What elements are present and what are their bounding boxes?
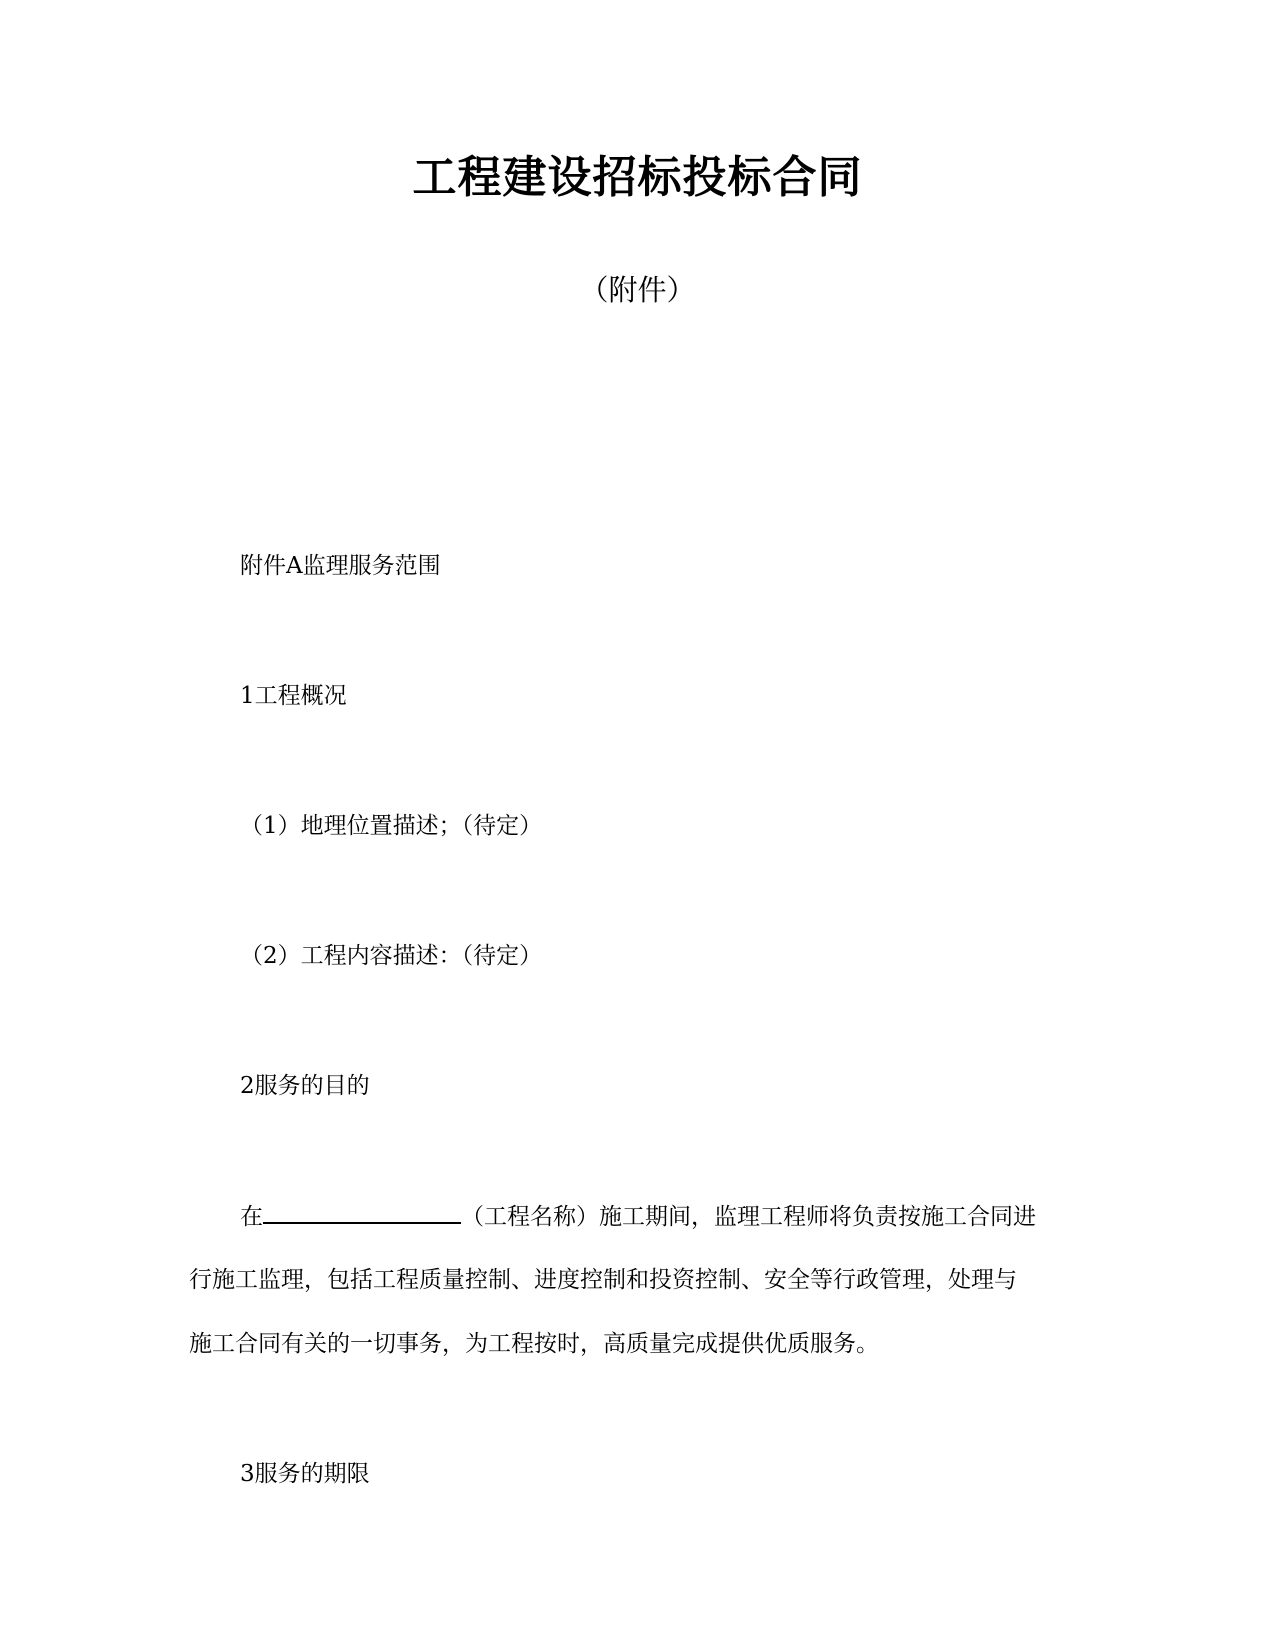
section-heading-1: 1工程概况	[240, 683, 347, 709]
section-heading-2: 2服务的目的	[240, 1073, 370, 1099]
paragraph-line-1	[240, 1200, 1036, 1233]
document-title: 工程建设招标投标合同	[412, 152, 863, 203]
paragraph-line-3: 施工合同有关的一切事务，为工程按时，高质量完成提供优质服务。	[189, 1331, 879, 1357]
project-name-blank	[263, 1200, 461, 1224]
document-subtitle: （附件）	[579, 273, 696, 307]
paragraph-line-2: 行施工监理，包括工程质量控制、进度控制和投资控制、安全等行政管理，处理与	[189, 1267, 1017, 1293]
paragraph-lead: 在	[240, 1204, 263, 1230]
section-heading-3: 3服务的期限	[240, 1461, 370, 1487]
list-item-content: （2）工程内容描述：（待定）	[240, 943, 543, 969]
list-item-location: （1）地理位置描述；（待定）	[240, 813, 543, 839]
paragraph-line-1-rest: （工程名称）施工期间，监理工程师将负责按施工合同进	[461, 1204, 1036, 1230]
annex-heading: 附件A监理服务范围	[240, 553, 441, 579]
